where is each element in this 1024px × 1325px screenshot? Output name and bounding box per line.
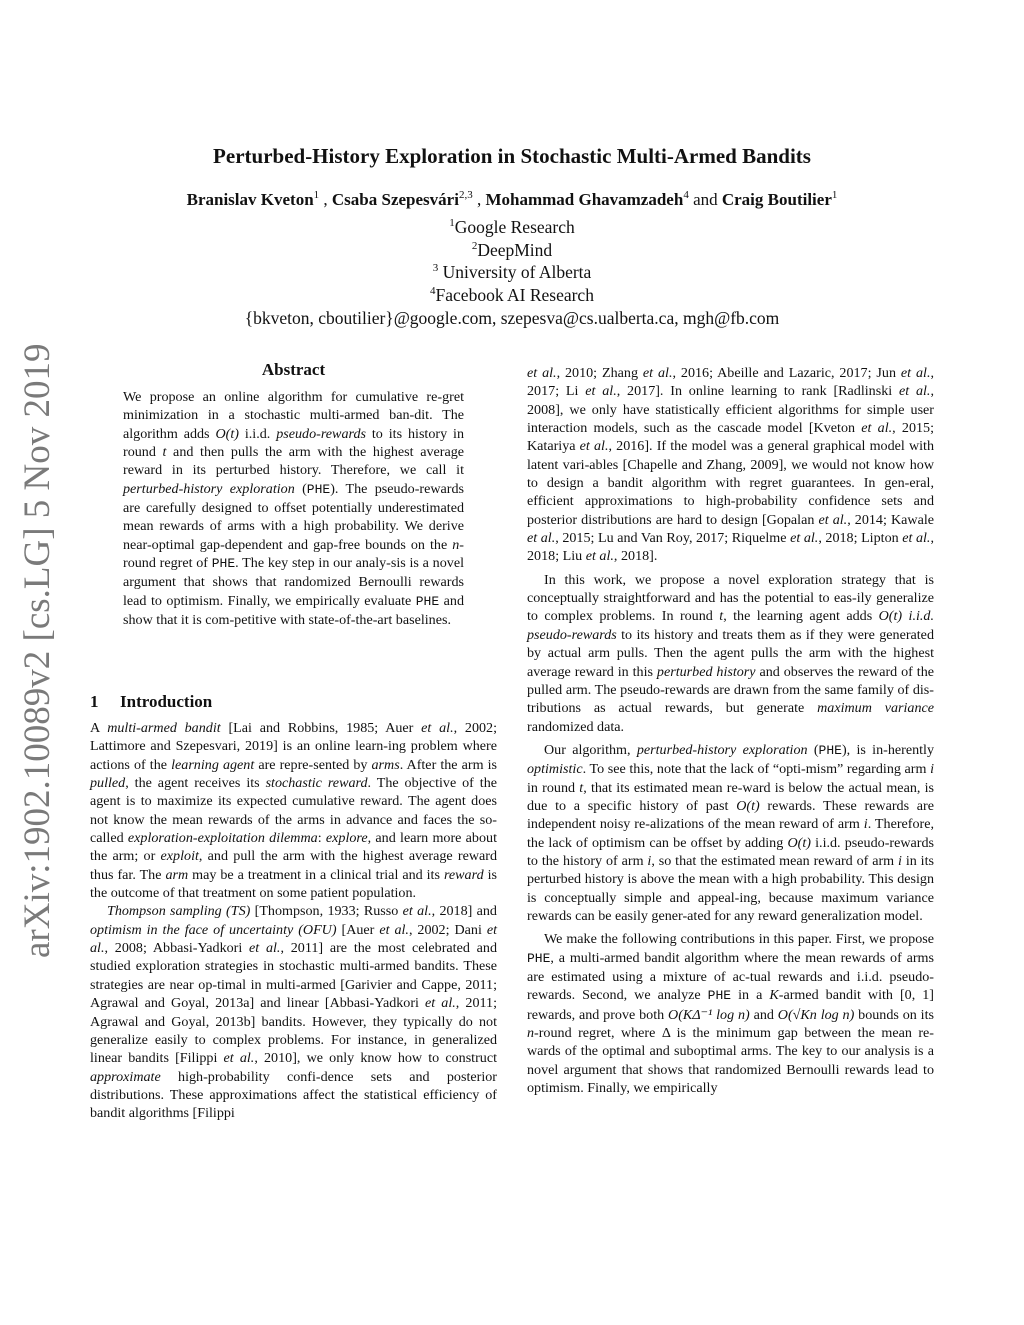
- emphasis-text: learning agent: [171, 756, 255, 773]
- emphasis-text: O(t): [215, 425, 239, 442]
- text-run: PHE: [707, 988, 732, 1004]
- emphasis-text: perturbed history: [656, 663, 756, 680]
- text-run: . To see this, note that the lack of “opti-mism” regarding arm: [582, 761, 931, 778]
- text-run: , the learning agent adds: [723, 608, 879, 625]
- text-run: i.i.d. pseudo-rewards to the history of arm: [527, 834, 934, 869]
- emphasis-text: multi-armed bandit: [107, 720, 221, 736]
- text-run: and: [749, 1006, 778, 1023]
- emphasis-text: et al.: [402, 903, 432, 920]
- text-run: [Auer: [336, 921, 380, 938]
- text-run: We propose an online algorithm for cumulative re-gret minimization in a stochastic multi-armed ban-dit. The algorithm adds: [123, 389, 464, 442]
- text-run: . After the arm is: [399, 756, 498, 773]
- text-run: (: [294, 480, 307, 497]
- emphasis-text: i: [863, 816, 868, 833]
- text-run: , 2015; Katariya: [527, 420, 935, 455]
- text-run: in its perturbed history is above the mean with a high probability. This design is conceptually simple and appeal-ing, because maximum variance rewards can be easily gener-ated for any reward generalization model.: [527, 852, 935, 924]
- text-run: PHE: [415, 593, 440, 609]
- author-affil-mark: 1: [831, 189, 838, 201]
- text-run: Δ: [661, 1025, 671, 1042]
- right-column: [527, 364, 934, 1097]
- text-run: [0, 1]: [899, 987, 935, 1004]
- emphasis-text: O(t): [787, 834, 811, 851]
- abstract-body: [123, 388, 464, 629]
- emphasis-text: et al.: [527, 530, 556, 547]
- text-run: PHE: [211, 556, 236, 572]
- emphasis-text: O(t): [878, 608, 903, 625]
- emphasis-text: pulled: [90, 775, 126, 792]
- text-run: , 2016; Abeille and Lazaric, 2017; Jun: [672, 365, 901, 381]
- emphasis-text: t: [579, 779, 584, 796]
- author-separator: ,: [319, 190, 332, 209]
- affil-mark: 1: [449, 217, 455, 229]
- affiliation: [0, 284, 1024, 307]
- intro-paragraph: [90, 902, 497, 1122]
- emphasis-text: et al.: [223, 1050, 255, 1067]
- emphasis-text: O(t): [736, 797, 760, 814]
- text-run: , 2014; Kawale: [847, 511, 934, 528]
- text-run: (: [807, 741, 819, 758]
- text-run: A: [90, 720, 108, 736]
- author-affil-mark: 4: [683, 189, 689, 201]
- affiliation-list: [0, 216, 1024, 330]
- author-list: [0, 190, 1024, 210]
- text-run: , 2018; Liu: [527, 530, 934, 565]
- author-name: Craig Boutilier: [721, 190, 832, 209]
- emphasis-text: et al.: [425, 995, 456, 1012]
- intro-left-column: [90, 719, 497, 1123]
- text-run: , 2011; Agrawal and Goyal, 2013b] bandits. However, they typically do not generalize easily to complex problems. For instance, in generalized linear bandits [Filippi: [90, 995, 497, 1067]
- emphasis-text: arm: [165, 866, 189, 883]
- affil-mark: 2: [471, 239, 478, 252]
- emphasis-text: O(KΔ⁻¹ log n): [668, 1006, 750, 1023]
- text-run: , 2017; Li: [527, 365, 934, 400]
- emphasis-text: et al.: [249, 940, 281, 957]
- text-run: , 2008; Abbasi-Yadkori: [104, 940, 250, 957]
- affiliation: [0, 239, 1024, 262]
- emphasis-text: et al.: [585, 548, 614, 565]
- emphasis-text: et al.: [90, 921, 497, 957]
- text-run: are repre-sented by: [254, 756, 372, 773]
- text-run: -round regret, where: [534, 1025, 662, 1042]
- text-run: rewards. These rewards are independent noisy re-alizations of the mean reward of arm: [527, 797, 935, 833]
- emphasis-text: et al.: [861, 420, 893, 437]
- body-paragraph: [527, 741, 934, 925]
- text-run: , and pull the arm with the highest average reward thus far. The: [90, 848, 498, 883]
- text-run: , 2016]. If the model was a general graphical model with latent vari-ables [Chapelle and Zhang, 2009], we would not know how to design a bandit algorithm with regret guarantees. In gen-eral, efficient approximations to high-probability confidence sets and posterior distributions are hard to design [Gopalan: [527, 438, 935, 528]
- emphasis-text: et al.: [379, 921, 409, 938]
- text-run: , a multi-armed bandit algorithm where the mean rewards of arms are estimated using a mixture of ac-tual rewards and i.i.d. pseudo-rewards. Second, we analyze: [527, 949, 934, 1004]
- emphasis-text: pseudo-rewards: [276, 425, 366, 442]
- emphasis-text: maximum variance: [817, 700, 935, 717]
- emphasis-text: n: [452, 536, 460, 553]
- text-run: is the outcome of that treatment on some patient population.: [90, 866, 497, 902]
- text-run: [Thompson, 1933; Russo: [250, 903, 403, 920]
- body-paragraph: [527, 364, 934, 566]
- text-run: in a: [731, 987, 770, 1004]
- text-run: , and learn more about the arm; or: [90, 830, 497, 865]
- text-run: , 2011] are the most celebrated and studied exploration strategies in stochastic multi-armed bandits. These strategies are near op-timal in multi-armed [Garivier and Cappe, 2011; Agrawal and Goyal, 2013a] and linear [Abbasi-Yadkori: [90, 940, 497, 1012]
- emphasis-text: et al.: [818, 511, 848, 528]
- text-run: to its history and treats them as if they were generated by actual arm pulls. Then the agent pulls the arm with the highest average reward in this: [527, 626, 934, 680]
- arxiv-stamp: arXiv:1902.10089v2 [cs.LG] 5 Nov 2019: [17, 343, 58, 958]
- text-run: , so that the estimated mean reward of arm: [651, 852, 899, 869]
- emphasis-text: explore: [325, 830, 368, 847]
- text-run: rewards, and prove both: [527, 1006, 669, 1023]
- text-run: i.i.d.: [238, 425, 277, 442]
- emphasis-text: et al.: [579, 438, 609, 455]
- body-paragraph: [527, 930, 934, 1097]
- emphasis-text: arms: [371, 756, 400, 773]
- affil-mark: 3: [432, 262, 439, 275]
- emphasis-text: optimistic: [527, 761, 583, 778]
- text-run: , 2015; Lu and Van Roy, 2017; Riquelme: [555, 530, 791, 547]
- text-run: and show that it is com-petitive with state-of-the-art baselines.: [123, 592, 464, 629]
- section-number: 1: [90, 692, 99, 711]
- emphasis-text: stochastic reward: [265, 775, 368, 792]
- emphasis-text: perturbed-history exploration: [123, 480, 295, 497]
- text-run: , 2002; Dani: [408, 921, 487, 938]
- emphasis-text: et al.: [900, 365, 931, 381]
- affil-name: University of Alberta: [438, 262, 592, 283]
- emphasis-text: reward: [443, 866, 484, 883]
- emphasis-text: Thompson sampling (TS): [107, 903, 251, 920]
- emphasis-text: i: [930, 761, 934, 778]
- emphasis-text: t: [162, 444, 167, 461]
- text-run: ). The pseudo-rewards are carefully designed to offset potentially underestimated mean rewards of arms with a high probability. We derive near-optimal gap-dependent and gap-free bounds on the: [123, 480, 464, 553]
- author-emails: {bkveton, cboutilier}@google.com, szepesva@cs.ualberta.ca, mgh@fb.com: [244, 307, 780, 328]
- author-and: and: [688, 190, 722, 209]
- text-run: , 2018].: [613, 548, 658, 565]
- text-run: -round regret of: [123, 536, 464, 572]
- author-name: Mohammad Ghavamzadeh: [485, 190, 684, 209]
- text-run: may be a treatment in a clinical trial and its: [188, 866, 444, 883]
- paper-title: Perturbed-History Exploration in Stochastic Multi-Armed Bandits: [213, 144, 811, 168]
- affil-name: Google Research: [454, 217, 575, 237]
- section-heading-introduction: [90, 692, 497, 712]
- text-run: is the minimum gap between the mean re-wards of the optimal and suboptimal arms. The key to our analysis is a novel argument that shows that randomized Bernoulli rewards lead to optimism. Finally, we empirically: [527, 1025, 934, 1097]
- affil-name: DeepMind: [477, 239, 553, 260]
- text-run: , 2008], we only have statistically efficient algorithms for simple user interaction models, such as the cascade model [Kveton: [527, 383, 934, 437]
- text-run: in round: [527, 779, 580, 796]
- text-run: In this work, we propose a novel exploration strategy that is conceptually straightforward and has the potential to eas-ily generalize to complex problems. In round: [527, 571, 934, 625]
- text-run: , 2018; Lipton: [818, 530, 903, 547]
- emphasis-text: approximate: [90, 1068, 161, 1085]
- emphasis-text: t: [719, 608, 724, 625]
- emphasis-text: optimism in the face of uncertainty (OFU): [90, 921, 337, 938]
- text-run: , 2018] and: [431, 903, 497, 920]
- author-name: Csaba Szepesvári: [331, 190, 459, 209]
- author-affil-mark: 2,3: [458, 189, 473, 201]
- text-run: Our algorithm,: [544, 741, 637, 758]
- text-run: randomized data.: [527, 718, 625, 735]
- emphasis-text: et al.: [642, 365, 673, 381]
- affiliation: [0, 216, 1024, 239]
- emphasis-text: O(√Kn log n): [777, 1006, 855, 1023]
- text-run: , 2002; Lattimore and Szepesvari, 2019] is an online learn-ing problem where actions of the: [90, 720, 497, 773]
- text-run: high-probability confi-dence sets and posterior distributions. These approximations affect the statistical efficiency of bandit algorithms [Filippi: [90, 1068, 497, 1122]
- emphasis-text: i.i.d. pseudo-rewards: [527, 608, 934, 643]
- text-run: PHE: [306, 481, 331, 497]
- emphasis-text: n: [527, 1025, 535, 1042]
- author-separator: ,: [472, 190, 486, 209]
- affil-name: Facebook AI Research: [435, 285, 594, 306]
- text-run: and observes the reward of the pulled arm. The pseudo-rewards are drawn from the same family of dis-tributions as actual rewards, but generate: [527, 663, 934, 717]
- emphasis-text: et al.: [585, 383, 617, 400]
- emphasis-text: i: [898, 852, 902, 869]
- text-run: [Lai and Robbins, 1985; Auer: [220, 720, 422, 736]
- author-name: Branislav Kveton: [186, 190, 314, 209]
- text-run: to its history in round: [123, 425, 464, 461]
- text-run: . Therefore, the lack of optimism can be offset by adding: [527, 816, 934, 851]
- emphasis-text: exploration-exploitation dilemma: [127, 830, 318, 847]
- author-affil-mark: 1: [313, 189, 320, 201]
- text-run: , that its estimated mean re-ward is below the actual mean, is due to a specific history of past: [527, 779, 935, 814]
- text-run: , the agent receives its: [125, 775, 266, 792]
- emphasis-text: et al.: [790, 530, 819, 547]
- emphasis-text: et al.: [421, 720, 454, 736]
- text-run: and then pulls the arm with the highest average reward in its perturbed history. Therefore, we call it: [123, 444, 464, 479]
- emphasis-text: exploit: [160, 848, 199, 865]
- emphasis-text: K: [769, 987, 779, 1004]
- text-run: ), is in-herently: [841, 741, 934, 758]
- text-run: , 2010], we only know how to construct: [254, 1050, 498, 1067]
- text-run: . The objective of the agent is to maximize its expected cumulative reward. The agent does not know the mean rewards of the arms in advance and faces the so-called: [90, 775, 497, 847]
- text-run: PHE: [527, 950, 551, 966]
- section-title: Introduction: [120, 692, 213, 711]
- text-run: PHE: [818, 742, 842, 758]
- text-run: , 2017]. In online learning to rank [Radlinski: [616, 383, 899, 400]
- affil-mark: 4: [430, 285, 436, 298]
- text-run: bounds on its: [854, 1006, 934, 1023]
- body-paragraph: [527, 571, 934, 736]
- emphasis-text: et al.: [902, 530, 931, 547]
- emphasis-text: et al.: [898, 383, 931, 400]
- emphasis-text: et al.: [527, 365, 557, 381]
- abstract-heading: Abstract: [261, 360, 326, 379]
- text-run: , 2010; Zhang: [556, 365, 643, 381]
- text-run: . The key step in our analy-sis is a novel argument that shows that randomized Bernoulli rewards lead to optimism. Finally, we empirically evaluate: [123, 555, 464, 609]
- affiliation: [0, 261, 1024, 284]
- abstract-paragraph: [123, 388, 464, 629]
- intro-paragraph: [90, 719, 497, 902]
- emphasis-text: i: [647, 852, 652, 869]
- text-run: -armed bandit with: [778, 987, 900, 1004]
- text-run: :: [317, 830, 326, 847]
- emphasis-text: perturbed-history exploration: [636, 741, 808, 758]
- text-run: We make the following contributions in this paper. First, we propose: [544, 931, 934, 948]
